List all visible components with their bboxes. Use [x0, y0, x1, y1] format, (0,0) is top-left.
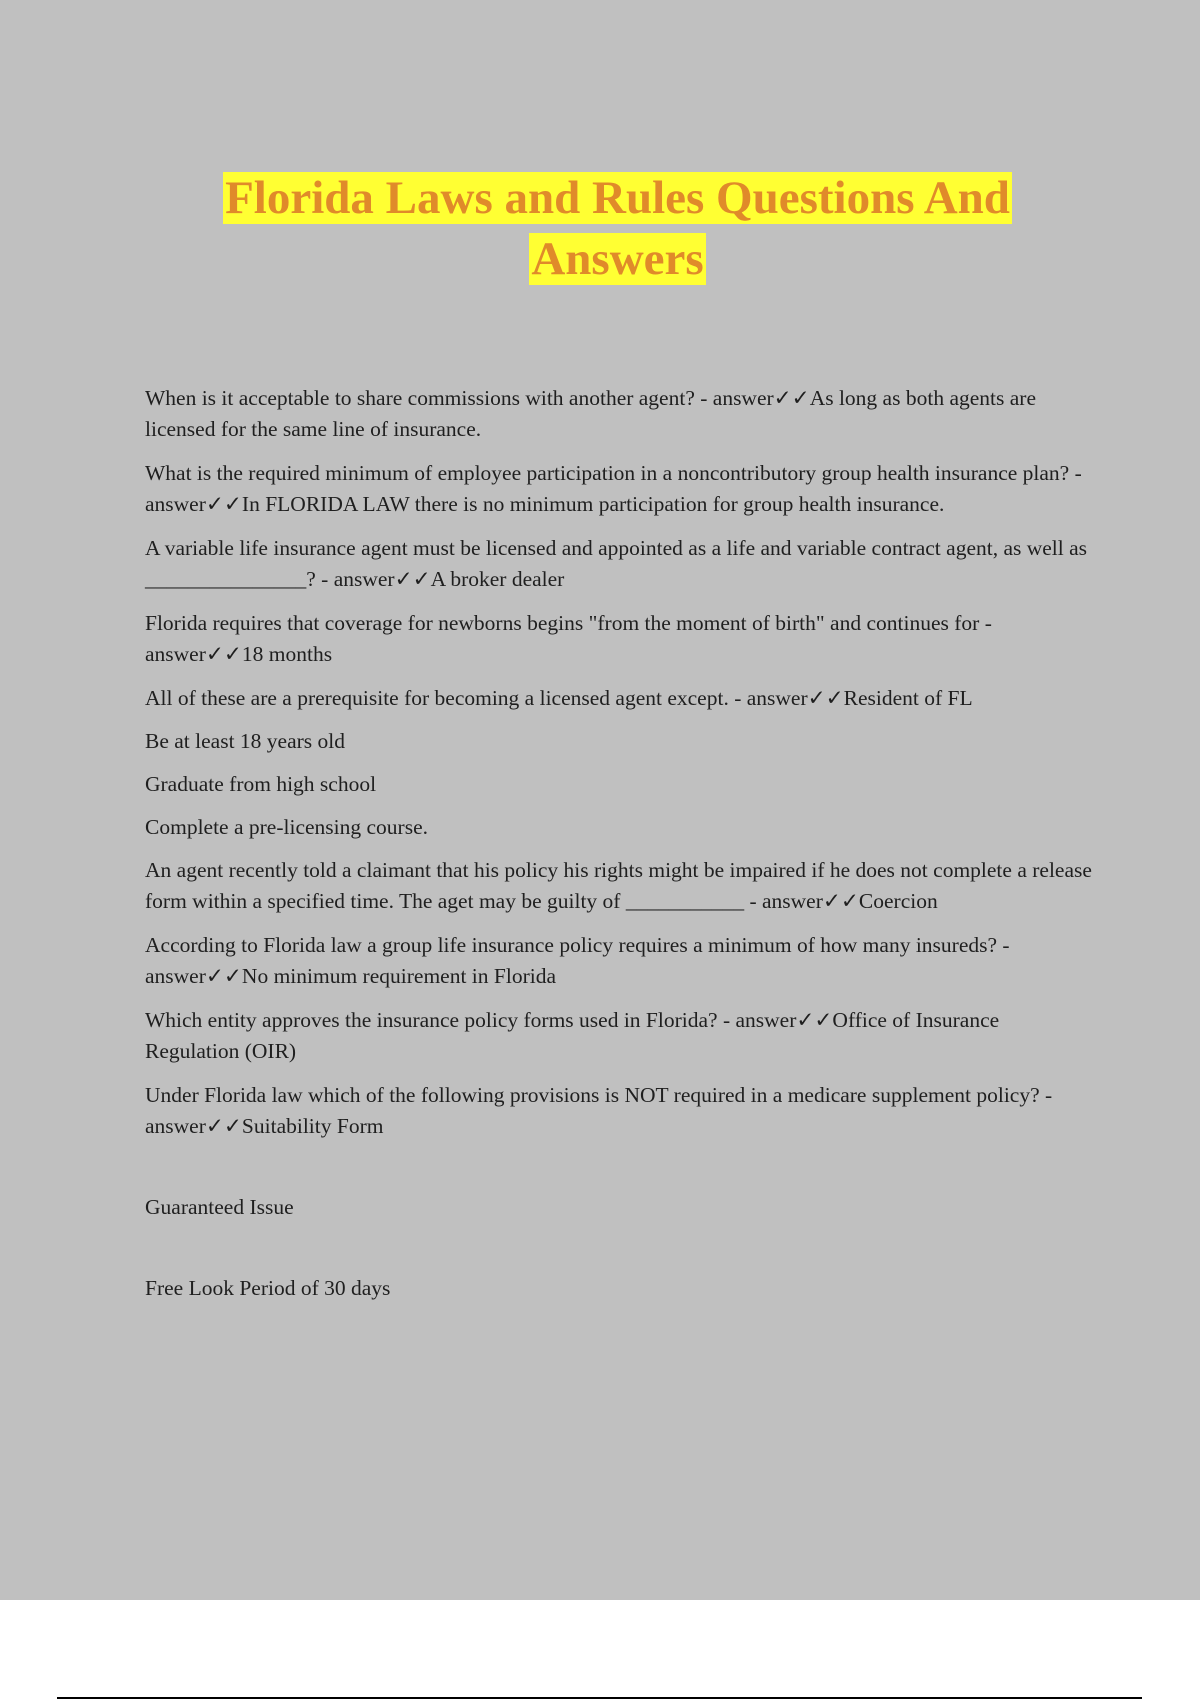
list-line-2: Graduate from high school [145, 772, 377, 796]
qa-paragraph-1: When is it acceptable to share commissions with another agent? - answer✓✓As long as both agents are licensed for the same line of insurance. [145, 386, 1036, 441]
document-title [150, 168, 1085, 290]
qa-paragraph-3: A variable life insurance agent must be licensed and appointed as a life and variable contract agent, as well as _______________? - answer✓✓A broker dealer [145, 536, 1088, 591]
title-line-2: Answers [531, 233, 704, 285]
list-line-4: Guaranteed Issue [145, 1195, 294, 1219]
qa-paragraph-7: According to Florida law a group life insurance policy requires a minimum of how many insureds? - answer✓✓No minimum requirement in Florida [145, 933, 1010, 988]
spacer [145, 1155, 1095, 1192]
spacer [145, 1236, 1095, 1273]
list-line-5: Free Look Period of 30 days [145, 1276, 391, 1300]
list-line-1: Be at least 18 years old [145, 729, 346, 753]
page-footer-area [0, 1600, 1200, 1700]
qa-paragraph-4: Florida requires that coverage for newborns begins "from the moment of birth" and continues for - answer✓✓18 months [145, 611, 992, 666]
title-line-1: Florida Laws and Rules Questions And [225, 172, 1010, 224]
document-body [145, 383, 1095, 1317]
footer-divider [57, 1697, 1142, 1699]
qa-paragraph-6: An agent recently told a claimant that his policy his rights might be impaired if he does not complete a release form within a specified time. The aget may be guilty of ___________ - answer✓✓Coercion [145, 858, 1092, 913]
list-line-3: Complete a pre-licensing course. [145, 815, 428, 839]
qa-paragraph-8: Which entity approves the insurance policy forms used in Florida? - answer✓✓Office of Insurance Regulation (OIR) [145, 1008, 1000, 1063]
qa-paragraph-9: Under Florida law which of the following provisions is NOT required in a medicare supplement policy? - answer✓✓Suitability Form [145, 1083, 1053, 1138]
qa-paragraph-2: What is the required minimum of employee participation in a noncontributory group health insurance plan? - answer✓✓In FLORIDA LAW there is no minimum participation for group health insurance. [145, 461, 1082, 516]
qa-paragraph-5: All of these are a prerequisite for becoming a licensed agent except. - answer✓✓Resident of FL [145, 686, 973, 710]
